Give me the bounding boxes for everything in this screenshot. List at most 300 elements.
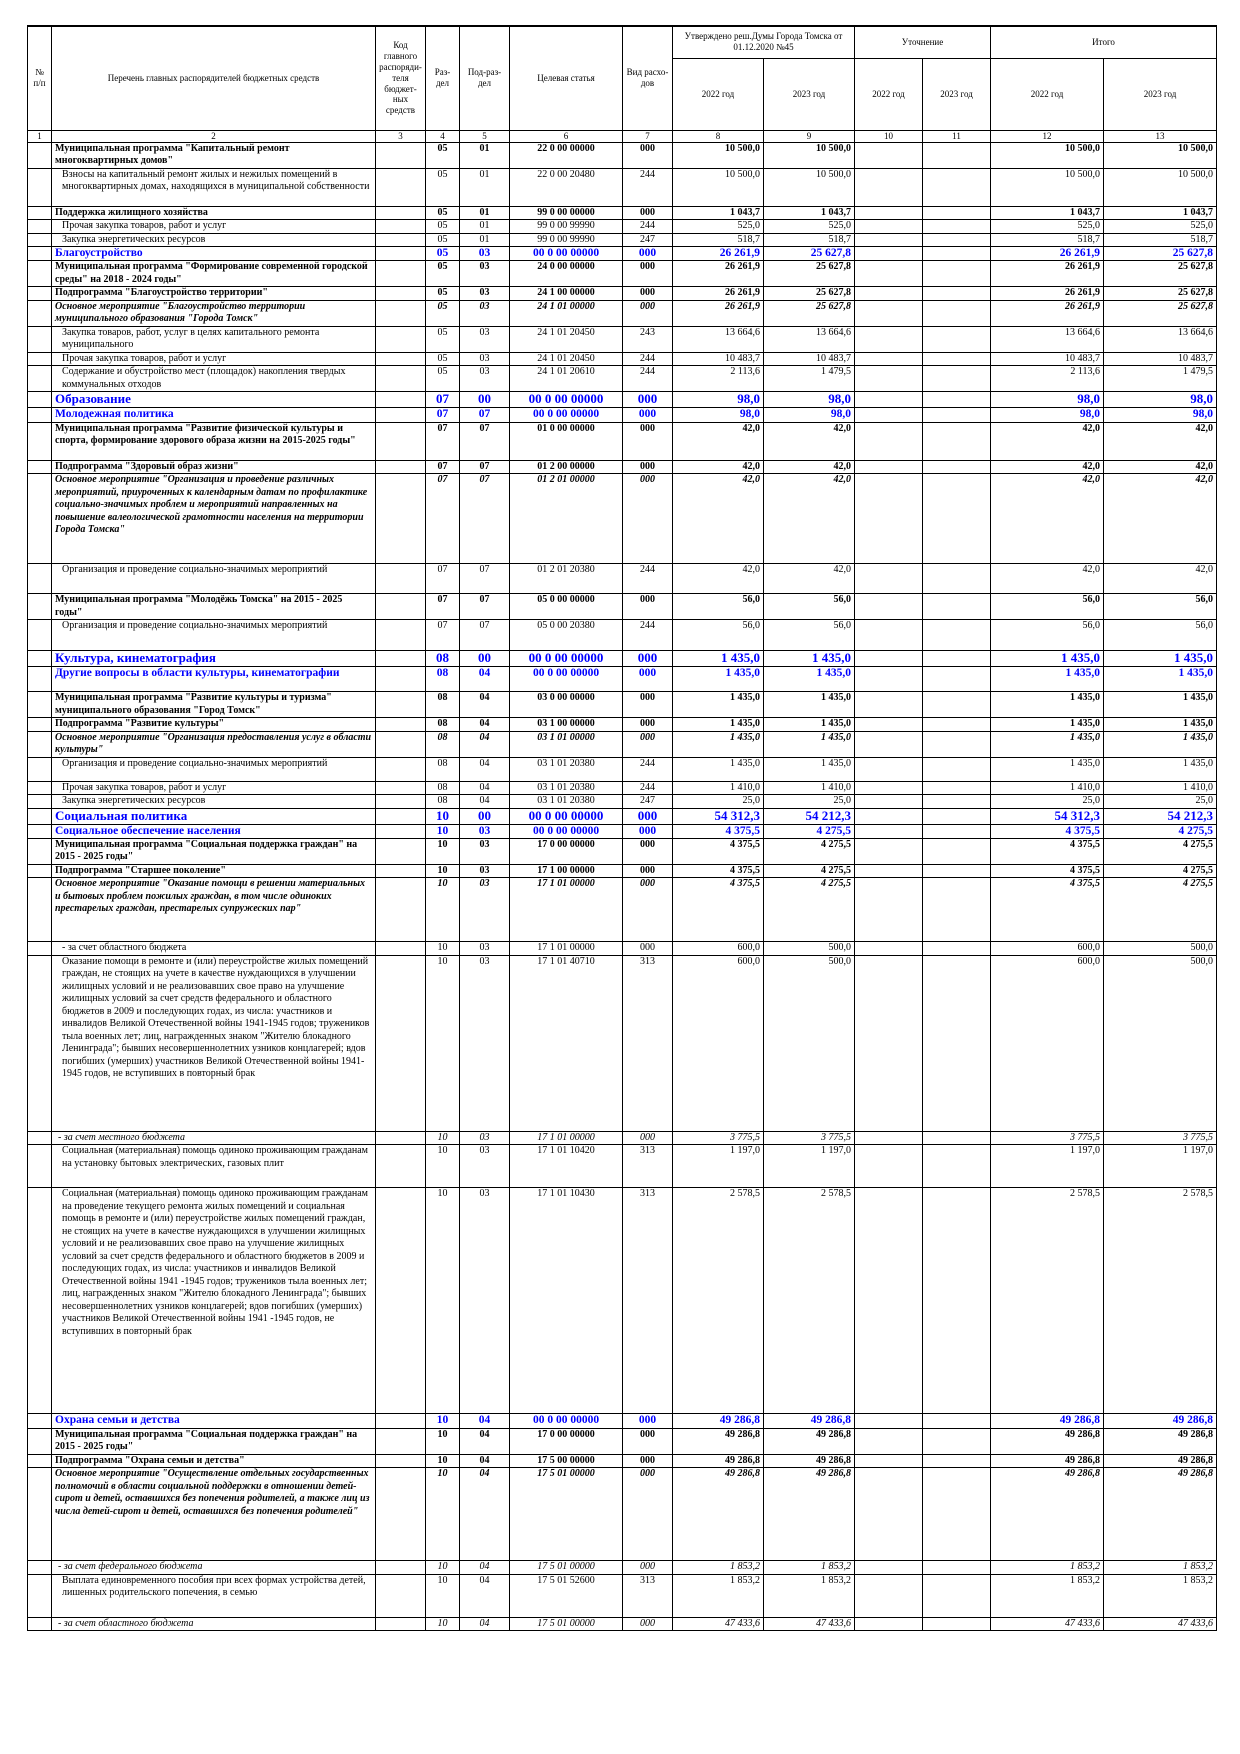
table-row (28, 757, 1217, 781)
row-total-2022: 49 286,8 (991, 1454, 1104, 1468)
row-target: 17 1 01 00000 (510, 878, 623, 942)
table-row (28, 352, 1217, 366)
row-clarification-2023 (923, 168, 991, 206)
row-name: Взносы на капитальный ремонт жилых и нежилых помещений в многоквартирных домах, находящихся в муниципальной собственности (52, 168, 376, 206)
table-row (28, 233, 1217, 247)
row-total-2023: 1 435,0 (1104, 757, 1217, 781)
row-vid: 247 (623, 233, 673, 247)
row-total-2022: 98,0 (991, 392, 1104, 408)
row-name: Прочая закупка товаров, работ и услуг (52, 220, 376, 234)
row-total-2022: 1 435,0 (991, 667, 1104, 692)
row-podrazdel: 01 (460, 168, 510, 206)
row-num (28, 651, 52, 667)
row-total-2023: 25 627,8 (1104, 261, 1217, 287)
table-row (28, 731, 1217, 757)
row-razdel: 07 (426, 422, 460, 460)
row-approved-2023: 42,0 (764, 474, 855, 564)
row-num (28, 620, 52, 651)
column-number: 7 (623, 130, 673, 142)
row-vid: 000 (623, 594, 673, 620)
row-approved-2023: 500,0 (764, 942, 855, 956)
row-code (376, 287, 426, 301)
row-name: Муниципальная программа "Формирование современной городской среды" на 2018 - 2024 годы" (52, 261, 376, 287)
row-num (28, 1468, 52, 1561)
row-name: Закупка энергетических ресурсов (52, 795, 376, 809)
row-code (376, 1574, 426, 1617)
row-name: Организация и проведение социально-значимых мероприятий (52, 564, 376, 594)
row-total-2023: 10 500,0 (1104, 142, 1217, 168)
row-razdel: 07 (426, 474, 460, 564)
row-num (28, 247, 52, 261)
row-name: Подпрограмма "Старшее поколение" (52, 864, 376, 878)
row-total-2023: 4 275,5 (1104, 838, 1217, 864)
row-code (376, 220, 426, 234)
row-total-2023: 525,0 (1104, 220, 1217, 234)
row-total-2023: 4 275,5 (1104, 824, 1217, 838)
table-row (28, 142, 1217, 168)
table-row (28, 1561, 1217, 1575)
row-vid: 244 (623, 352, 673, 366)
row-approved-2023: 1 410,0 (764, 781, 855, 795)
row-podrazdel: 03 (460, 1145, 510, 1188)
row-podrazdel: 07 (460, 460, 510, 474)
row-num (28, 287, 52, 301)
row-num (28, 1131, 52, 1145)
table-row (28, 781, 1217, 795)
row-name: Содержание и обустройство мест (площадок) накопления твердых коммунальных отходов (52, 366, 376, 392)
row-num (28, 142, 52, 168)
row-vid: 000 (623, 1428, 673, 1454)
row-approved-2022: 3 775,5 (673, 1131, 764, 1145)
row-target: 01 2 00 00000 (510, 460, 623, 474)
row-approved-2023: 1 479,5 (764, 366, 855, 392)
row-razdel: 10 (426, 878, 460, 942)
row-approved-2022: 518,7 (673, 233, 764, 247)
row-vid: 000 (623, 206, 673, 220)
row-razdel: 05 (426, 261, 460, 287)
row-approved-2023: 1 043,7 (764, 206, 855, 220)
row-num (28, 1574, 52, 1617)
row-razdel: 05 (426, 300, 460, 326)
row-target: 01 0 00 00000 (510, 422, 623, 460)
row-name: Социальная политика (52, 808, 376, 824)
row-approved-2022: 25,0 (673, 795, 764, 809)
row-clarification-2022 (855, 352, 923, 366)
row-total-2022: 47 433,6 (991, 1617, 1104, 1631)
row-approved-2022: 1 435,0 (673, 757, 764, 781)
header-year: 2022 год (855, 58, 923, 130)
row-clarification-2023 (923, 287, 991, 301)
row-total-2023: 54 212,3 (1104, 808, 1217, 824)
row-approved-2023: 4 275,5 (764, 824, 855, 838)
row-num (28, 366, 52, 392)
row-name: Социальная (материальная) помощь одиноко проживающим гражданам на проведение текущего ремонта жилых помещений и социальная помощь в ремонте и (или) переустройстве жилых помещений граждан, не стоящих на учете в качестве нуждающихся в улучшении жилищных условий и не реализовавших свое право на улучшение жилищных условий за счет средств федерального и областного бюджетов в 2009 и последующих годах, из числа: участников и инвалидов Великой Отечественной войны 1941 -1945 годов; тружеников тыла военных лет; лиц, награжденных знаком "Жителю блокадного Ленинграда"; бывших несовершеннолетних узников концлагерей; вдов погибших (умерших) участников Великой Отечественной войны 1941 -1945 годов, не вступивших в повторный брак (52, 1188, 376, 1414)
column-number: 12 (991, 130, 1104, 142)
row-clarification-2022 (855, 300, 923, 326)
row-total-2023: 1 435,0 (1104, 731, 1217, 757)
row-approved-2023: 49 286,8 (764, 1414, 855, 1428)
row-podrazdel: 04 (460, 1617, 510, 1631)
row-code (376, 408, 426, 422)
row-podrazdel: 03 (460, 955, 510, 1131)
row-approved-2022: 4 375,5 (673, 838, 764, 864)
row-code (376, 1617, 426, 1631)
row-clarification-2022 (855, 651, 923, 667)
row-total-2022: 3 775,5 (991, 1131, 1104, 1145)
row-num (28, 1617, 52, 1631)
row-target: 00 0 00 00000 (510, 408, 623, 422)
row-approved-2023: 1 435,0 (764, 718, 855, 732)
row-total-2023: 1 043,7 (1104, 206, 1217, 220)
row-total-2022: 13 664,6 (991, 326, 1104, 352)
row-approved-2023: 10 483,7 (764, 352, 855, 366)
row-total-2023: 42,0 (1104, 474, 1217, 564)
row-target: 17 1 01 10420 (510, 1145, 623, 1188)
row-clarification-2023 (923, 247, 991, 261)
row-approved-2022: 1 435,0 (673, 718, 764, 732)
table-row (28, 220, 1217, 234)
row-clarification-2023 (923, 942, 991, 956)
row-total-2022: 1 853,2 (991, 1561, 1104, 1575)
row-approved-2023: 3 775,5 (764, 1131, 855, 1145)
row-vid: 000 (623, 1454, 673, 1468)
row-name: Основное мероприятие "Организация предоставления услуг в области культуры" (52, 731, 376, 757)
table-row (28, 247, 1217, 261)
row-num (28, 352, 52, 366)
row-code (376, 142, 426, 168)
row-clarification-2022 (855, 667, 923, 692)
row-total-2022: 42,0 (991, 474, 1104, 564)
row-num (28, 220, 52, 234)
row-clarification-2022 (855, 878, 923, 942)
column-number: 9 (764, 130, 855, 142)
row-num (28, 392, 52, 408)
row-clarification-2023 (923, 864, 991, 878)
row-podrazdel: 04 (460, 692, 510, 718)
row-podrazdel: 04 (460, 1561, 510, 1575)
row-razdel: 10 (426, 1414, 460, 1428)
table-row (28, 300, 1217, 326)
row-clarification-2023 (923, 1131, 991, 1145)
row-approved-2022: 54 312,3 (673, 808, 764, 824)
row-podrazdel: 07 (460, 408, 510, 422)
row-total-2022: 49 286,8 (991, 1468, 1104, 1561)
row-vid: 000 (623, 1414, 673, 1428)
row-podrazdel: 01 (460, 142, 510, 168)
row-approved-2022: 42,0 (673, 460, 764, 474)
row-podrazdel: 03 (460, 942, 510, 956)
row-num (28, 408, 52, 422)
row-total-2022: 1 435,0 (991, 651, 1104, 667)
row-vid: 000 (623, 261, 673, 287)
row-clarification-2022 (855, 261, 923, 287)
row-total-2023: 1 435,0 (1104, 692, 1217, 718)
row-num (28, 1561, 52, 1575)
row-num (28, 1188, 52, 1414)
row-vid: 243 (623, 326, 673, 352)
row-podrazdel: 04 (460, 1414, 510, 1428)
row-podrazdel: 04 (460, 1574, 510, 1617)
row-podrazdel: 07 (460, 594, 510, 620)
row-clarification-2023 (923, 366, 991, 392)
row-clarification-2023 (923, 408, 991, 422)
row-razdel: 10 (426, 955, 460, 1131)
row-clarification-2023 (923, 1414, 991, 1428)
row-approved-2023: 4 275,5 (764, 838, 855, 864)
row-target: 17 1 00 00000 (510, 864, 623, 878)
row-vid: 313 (623, 1188, 673, 1414)
row-podrazdel: 03 (460, 261, 510, 287)
table-row (28, 1468, 1217, 1561)
row-podrazdel: 03 (460, 1188, 510, 1414)
row-num (28, 1454, 52, 1468)
row-name: Образование (52, 392, 376, 408)
row-total-2022: 42,0 (991, 422, 1104, 460)
row-clarification-2022 (855, 781, 923, 795)
row-name: Социальная (материальная) помощь одиноко проживающим гражданам на установку бытовых электрических, газовых плит (52, 1145, 376, 1188)
row-name: Благоустройство (52, 247, 376, 261)
row-clarification-2022 (855, 247, 923, 261)
row-name: Подпрограмма "Здоровый образ жизни" (52, 460, 376, 474)
table-row (28, 620, 1217, 651)
row-target: 24 1 01 20450 (510, 352, 623, 366)
row-total-2022: 1 435,0 (991, 731, 1104, 757)
row-podrazdel: 03 (460, 864, 510, 878)
row-podrazdel: 03 (460, 352, 510, 366)
row-target: 24 1 01 00000 (510, 300, 623, 326)
row-podrazdel: 07 (460, 474, 510, 564)
row-razdel: 05 (426, 206, 460, 220)
row-code (376, 864, 426, 878)
row-total-2023: 25 627,8 (1104, 287, 1217, 301)
row-total-2022: 56,0 (991, 594, 1104, 620)
row-razdel: 07 (426, 620, 460, 651)
row-num (28, 795, 52, 809)
row-code (376, 824, 426, 838)
row-approved-2022: 49 286,8 (673, 1454, 764, 1468)
row-name: Охрана семьи и детства (52, 1414, 376, 1428)
row-name: Закупка энергетических ресурсов (52, 233, 376, 247)
row-clarification-2022 (855, 142, 923, 168)
row-clarification-2023 (923, 620, 991, 651)
row-target: 05 0 00 20380 (510, 620, 623, 651)
row-target: 24 0 00 00000 (510, 261, 623, 287)
row-clarification-2022 (855, 731, 923, 757)
header-year: 2022 год (991, 58, 1104, 130)
row-total-2023: 98,0 (1104, 392, 1217, 408)
row-num (28, 667, 52, 692)
row-target: 01 2 01 00000 (510, 474, 623, 564)
row-clarification-2023 (923, 352, 991, 366)
table-row (28, 326, 1217, 352)
row-approved-2022: 1 435,0 (673, 667, 764, 692)
row-code (376, 692, 426, 718)
row-total-2022: 518,7 (991, 233, 1104, 247)
table-row (28, 1188, 1217, 1414)
row-clarification-2022 (855, 474, 923, 564)
row-code (376, 460, 426, 474)
row-total-2022: 1 853,2 (991, 1574, 1104, 1617)
row-total-2022: 10 500,0 (991, 142, 1104, 168)
row-razdel: 10 (426, 1574, 460, 1617)
row-approved-2023: 42,0 (764, 564, 855, 594)
row-podrazdel: 03 (460, 326, 510, 352)
row-clarification-2023 (923, 692, 991, 718)
header-podrazdel: Под-раз-дел (460, 26, 510, 130)
row-name: Прочая закупка товаров, работ и услуг (52, 352, 376, 366)
row-total-2022: 2 113,6 (991, 366, 1104, 392)
row-vid: 313 (623, 1145, 673, 1188)
row-clarification-2023 (923, 667, 991, 692)
row-name: Муниципальная программа "Развитие физической культуры и спорта, формирование здорового образа жизни на 2015-2025 годы" (52, 422, 376, 460)
row-num (28, 808, 52, 824)
row-clarification-2023 (923, 1468, 991, 1561)
row-razdel: 05 (426, 247, 460, 261)
row-vid: 244 (623, 366, 673, 392)
row-total-2023: 1 197,0 (1104, 1145, 1217, 1188)
row-approved-2023: 525,0 (764, 220, 855, 234)
row-clarification-2023 (923, 300, 991, 326)
row-clarification-2023 (923, 731, 991, 757)
row-razdel: 10 (426, 838, 460, 864)
row-clarification-2023 (923, 233, 991, 247)
row-total-2023: 49 286,8 (1104, 1454, 1217, 1468)
row-razdel: 10 (426, 942, 460, 956)
header-year: 2023 год (1104, 58, 1217, 130)
row-vid: 000 (623, 1468, 673, 1561)
row-razdel: 07 (426, 408, 460, 422)
row-approved-2023: 56,0 (764, 620, 855, 651)
row-approved-2023: 49 286,8 (764, 1468, 855, 1561)
row-name: Организация и проведение социально-значимых мероприятий (52, 757, 376, 781)
row-vid: 000 (623, 247, 673, 261)
row-code (376, 1414, 426, 1428)
row-razdel: 08 (426, 718, 460, 732)
row-approved-2022: 2 578,5 (673, 1188, 764, 1414)
row-podrazdel: 00 (460, 808, 510, 824)
row-num (28, 474, 52, 564)
column-number: 6 (510, 130, 623, 142)
row-podrazdel: 07 (460, 564, 510, 594)
row-name: - за счет местного бюджета (52, 1131, 376, 1145)
row-num (28, 838, 52, 864)
row-approved-2023: 47 433,6 (764, 1617, 855, 1631)
row-podrazdel: 04 (460, 1454, 510, 1468)
row-approved-2023: 4 275,5 (764, 878, 855, 942)
row-total-2023: 56,0 (1104, 594, 1217, 620)
row-total-2022: 26 261,9 (991, 247, 1104, 261)
row-clarification-2023 (923, 718, 991, 732)
row-clarification-2023 (923, 206, 991, 220)
row-clarification-2023 (923, 1574, 991, 1617)
row-approved-2023: 13 664,6 (764, 326, 855, 352)
row-approved-2023: 10 500,0 (764, 168, 855, 206)
row-total-2023: 4 275,5 (1104, 878, 1217, 942)
row-approved-2022: 1 853,2 (673, 1574, 764, 1617)
row-vid: 000 (623, 667, 673, 692)
row-name: Поддержка жилищного хозяйства (52, 206, 376, 220)
row-code (376, 955, 426, 1131)
row-vid: 244 (623, 757, 673, 781)
row-total-2023: 1 410,0 (1104, 781, 1217, 795)
row-target: 00 0 00 00000 (510, 667, 623, 692)
row-approved-2023: 10 500,0 (764, 142, 855, 168)
row-clarification-2022 (855, 1617, 923, 1631)
row-target: 03 1 01 20380 (510, 757, 623, 781)
row-vid: 313 (623, 955, 673, 1131)
row-approved-2023: 1 853,2 (764, 1574, 855, 1617)
row-razdel: 10 (426, 1188, 460, 1414)
row-clarification-2022 (855, 1414, 923, 1428)
row-vid: 244 (623, 781, 673, 795)
row-vid: 000 (623, 718, 673, 732)
row-code (376, 878, 426, 942)
row-approved-2022: 49 286,8 (673, 1414, 764, 1428)
row-total-2023: 56,0 (1104, 620, 1217, 651)
row-total-2023: 49 286,8 (1104, 1428, 1217, 1454)
row-total-2023: 518,7 (1104, 233, 1217, 247)
row-clarification-2022 (855, 460, 923, 474)
row-podrazdel: 07 (460, 620, 510, 651)
row-approved-2023: 98,0 (764, 408, 855, 422)
row-clarification-2023 (923, 1617, 991, 1631)
row-code (376, 206, 426, 220)
row-approved-2022: 600,0 (673, 955, 764, 1131)
row-code (376, 1145, 426, 1188)
row-approved-2023: 49 286,8 (764, 1428, 855, 1454)
row-code (376, 718, 426, 732)
row-target: 00 0 00 00000 (510, 824, 623, 838)
row-total-2023: 1 853,2 (1104, 1574, 1217, 1617)
row-code (376, 1454, 426, 1468)
row-target: 17 5 01 00000 (510, 1561, 623, 1575)
row-target: 99 0 00 00000 (510, 206, 623, 220)
row-approved-2022: 26 261,9 (673, 300, 764, 326)
column-number: 2 (52, 130, 376, 142)
row-vid: 000 (623, 287, 673, 301)
row-approved-2023: 56,0 (764, 594, 855, 620)
row-approved-2022: 26 261,9 (673, 287, 764, 301)
row-name: Молодежная политика (52, 408, 376, 422)
row-clarification-2023 (923, 594, 991, 620)
row-approved-2023: 25 627,8 (764, 247, 855, 261)
table-row (28, 1414, 1217, 1428)
row-vid: 000 (623, 838, 673, 864)
table-row (28, 955, 1217, 1131)
row-vid: 000 (623, 808, 673, 824)
row-approved-2022: 4 375,5 (673, 864, 764, 878)
row-total-2022: 10 483,7 (991, 352, 1104, 366)
row-total-2022: 600,0 (991, 955, 1104, 1131)
row-clarification-2022 (855, 757, 923, 781)
row-vid: 000 (623, 864, 673, 878)
row-num (28, 206, 52, 220)
row-target: 22 0 00 20480 (510, 168, 623, 206)
row-target: 00 0 00 00000 (510, 247, 623, 261)
row-approved-2022: 2 113,6 (673, 366, 764, 392)
table-row (28, 564, 1217, 594)
row-approved-2022: 10 483,7 (673, 352, 764, 366)
row-approved-2023: 518,7 (764, 233, 855, 247)
table-row (28, 261, 1217, 287)
row-razdel: 10 (426, 1617, 460, 1631)
row-clarification-2022 (855, 1188, 923, 1414)
row-approved-2023: 1 435,0 (764, 651, 855, 667)
row-approved-2022: 1 197,0 (673, 1145, 764, 1188)
row-razdel: 08 (426, 651, 460, 667)
row-vid: 247 (623, 795, 673, 809)
row-clarification-2023 (923, 326, 991, 352)
